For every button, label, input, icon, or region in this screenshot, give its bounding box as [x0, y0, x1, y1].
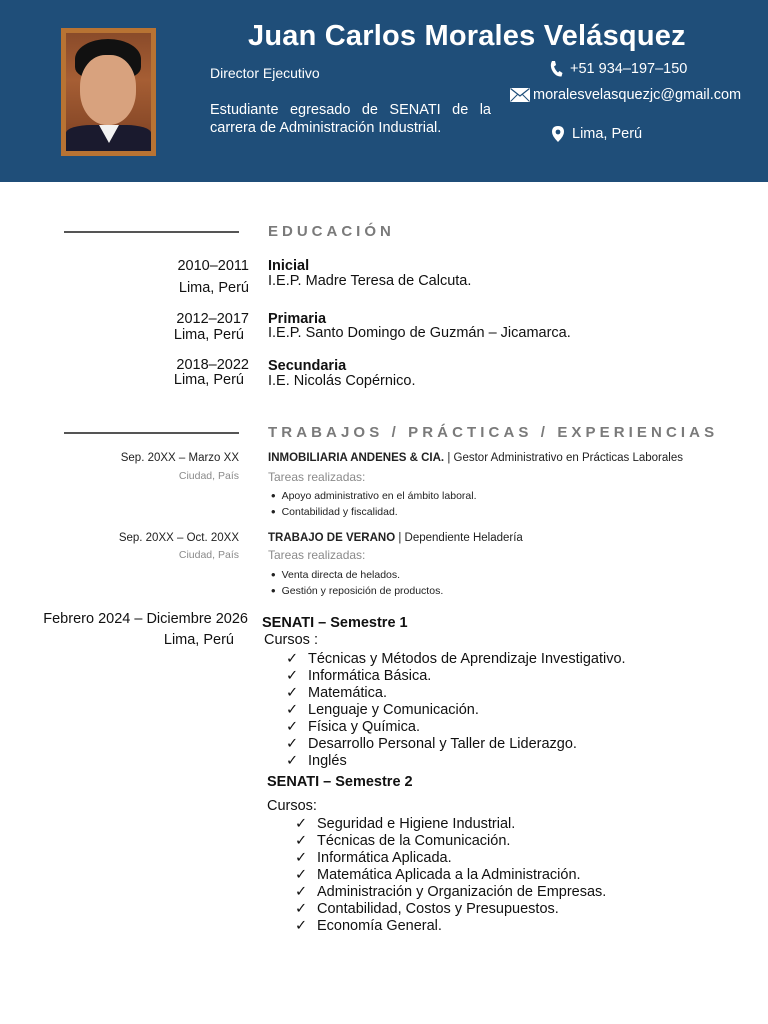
edu-school: I.E.P. Madre Teresa de Calcuta.	[268, 273, 472, 289]
course-item	[295, 918, 606, 935]
edu-school: I.E.P. Santo Domingo de Guzmán – Jicamarca.	[268, 325, 571, 341]
course-item	[286, 668, 626, 685]
semester-title: SENATI – Semestre 2	[267, 774, 413, 790]
course-item	[286, 702, 626, 719]
edu-dates: 2012–2017	[176, 311, 249, 327]
course-name: Informática Básica.	[308, 668, 432, 684]
edu-level: Primaria	[268, 311, 327, 327]
education-divider	[64, 231, 239, 233]
checkmark-icon: ✓	[295, 833, 308, 849]
job-city: Ciudad, País	[178, 549, 239, 561]
work-heading: TRABAJOS / PRÁCTICAS / EXPERIENCIAS	[268, 424, 719, 441]
location-text: Lima, Perú	[572, 126, 643, 142]
job-heading	[268, 532, 523, 544]
senati-place: Lima, Perú	[163, 632, 234, 648]
course-item	[286, 736, 626, 753]
checkmark-icon: ✓	[286, 702, 299, 718]
checkmark-icon: ✓	[286, 651, 299, 667]
course-name: Administración y Organización de Empresas.	[317, 884, 607, 900]
edu-place: Lima, Perú	[173, 372, 244, 388]
job-company: TRABAJO DE VERANO	[268, 532, 396, 544]
edu-level: Secundaria	[268, 358, 347, 374]
job-task: • Apoyo administrativo en el ámbito laboral.	[271, 487, 477, 502]
checkmark-icon: ✓	[295, 867, 308, 883]
profile-photo	[66, 33, 151, 151]
checkmark-icon: ✓	[295, 901, 308, 917]
job-tasks-label: Tareas realizadas:	[268, 470, 366, 484]
edu-school: I.E. Nicolás Copérnico.	[268, 373, 416, 389]
job-dates: Sep. 20XX – Oct. 20XX	[118, 532, 239, 544]
contact-email	[510, 87, 741, 103]
checkmark-icon: ✓	[295, 816, 308, 832]
course-item	[295, 833, 606, 850]
course-item	[286, 719, 626, 736]
work-divider	[64, 432, 239, 434]
semester-title: SENATI – Semestre 1	[262, 615, 408, 631]
contact-phone	[549, 60, 687, 78]
course-item	[295, 901, 606, 918]
checkmark-icon: ✓	[295, 884, 308, 900]
senati-dates: Febrero 2024 – Diciembre 2026	[43, 611, 248, 627]
course-item	[295, 850, 606, 867]
course-name: Economía General.	[317, 918, 442, 934]
course-item	[286, 685, 626, 702]
course-name: Física y Química.	[308, 719, 420, 735]
checkmark-icon: ✓	[286, 719, 299, 735]
checkmark-icon: ✓	[295, 918, 308, 934]
checkmark-icon: ✓	[286, 753, 299, 769]
contact-location	[551, 125, 642, 143]
course-name: Técnicas y Métodos de Aprendizaje Investigativo.	[308, 651, 626, 667]
edu-place: Lima, Perú	[178, 280, 249, 296]
course-name: Inglés	[308, 753, 347, 769]
job-task: • Venta directa de helados.	[271, 566, 400, 581]
courses-label: Cursos :	[264, 632, 318, 648]
checkmark-icon: ✓	[286, 736, 299, 752]
mail-icon	[510, 88, 530, 102]
courses-label: Cursos:	[267, 798, 317, 814]
course-name: Matemática.	[308, 685, 387, 701]
job-company: INMOBILIARIA ANDENES & CIA.	[268, 452, 445, 464]
full-name: Juan Carlos Morales Velásquez	[248, 20, 686, 52]
course-item	[286, 651, 626, 668]
course-item	[286, 753, 626, 770]
resume-header	[0, 0, 768, 182]
edu-level: Inicial	[268, 258, 310, 274]
profile-photo-frame	[61, 28, 156, 156]
edu-place: Lima, Perú	[173, 327, 244, 343]
job-task: • Gestión y reposición de productos.	[271, 582, 443, 597]
course-name: Seguridad e Higiene Industrial.	[317, 816, 516, 832]
checkmark-icon: ✓	[286, 668, 299, 684]
job-separator: |	[395, 532, 405, 544]
course-item	[295, 816, 606, 833]
job-separator: |	[444, 452, 454, 464]
course-name: Matemática Aplicada a la Administración.	[317, 867, 581, 883]
job-tasks-label: Tareas realizadas:	[268, 548, 366, 562]
course-name: Lenguaje y Comunicación.	[308, 702, 479, 718]
job-position: Dependiente Heladería	[404, 532, 523, 544]
course-list	[295, 816, 606, 935]
job-role: Director Ejecutivo	[210, 65, 320, 81]
profile-summary: Estudiante egresado de SENATI de la carrera de Administración Industrial.	[210, 102, 491, 136]
job-dates: Sep. 20XX – Marzo XX	[120, 452, 239, 464]
phone-number: +51 934–197–150	[570, 61, 688, 77]
edu-dates: 2010–2011	[177, 258, 249, 274]
course-item	[295, 884, 606, 901]
job-position: Gestor Administrativo en Prácticas Laborales	[453, 452, 683, 464]
education-heading: EDUCACIÓN	[268, 223, 395, 240]
course-name: Contabilidad, Costos y Presupuestos.	[317, 901, 559, 917]
course-name: Técnicas de la Comunicación.	[317, 833, 511, 849]
location-pin-icon	[551, 125, 565, 143]
job-city: Ciudad, País	[178, 470, 239, 482]
checkmark-icon: ✓	[295, 850, 308, 866]
checkmark-icon: ✓	[286, 685, 299, 701]
job-heading	[268, 452, 683, 464]
phone-icon	[549, 60, 563, 78]
job-task: • Contabilidad y fiscalidad.	[271, 503, 398, 518]
email-address: moralesvelasquezjc@gmail.com	[533, 87, 742, 103]
course-item	[295, 867, 606, 884]
course-list	[286, 651, 626, 770]
course-name: Desarrollo Personal y Taller de Liderazgo.	[308, 736, 577, 752]
edu-dates: 2018–2022	[176, 357, 249, 373]
course-name: Informática Aplicada.	[317, 850, 452, 866]
